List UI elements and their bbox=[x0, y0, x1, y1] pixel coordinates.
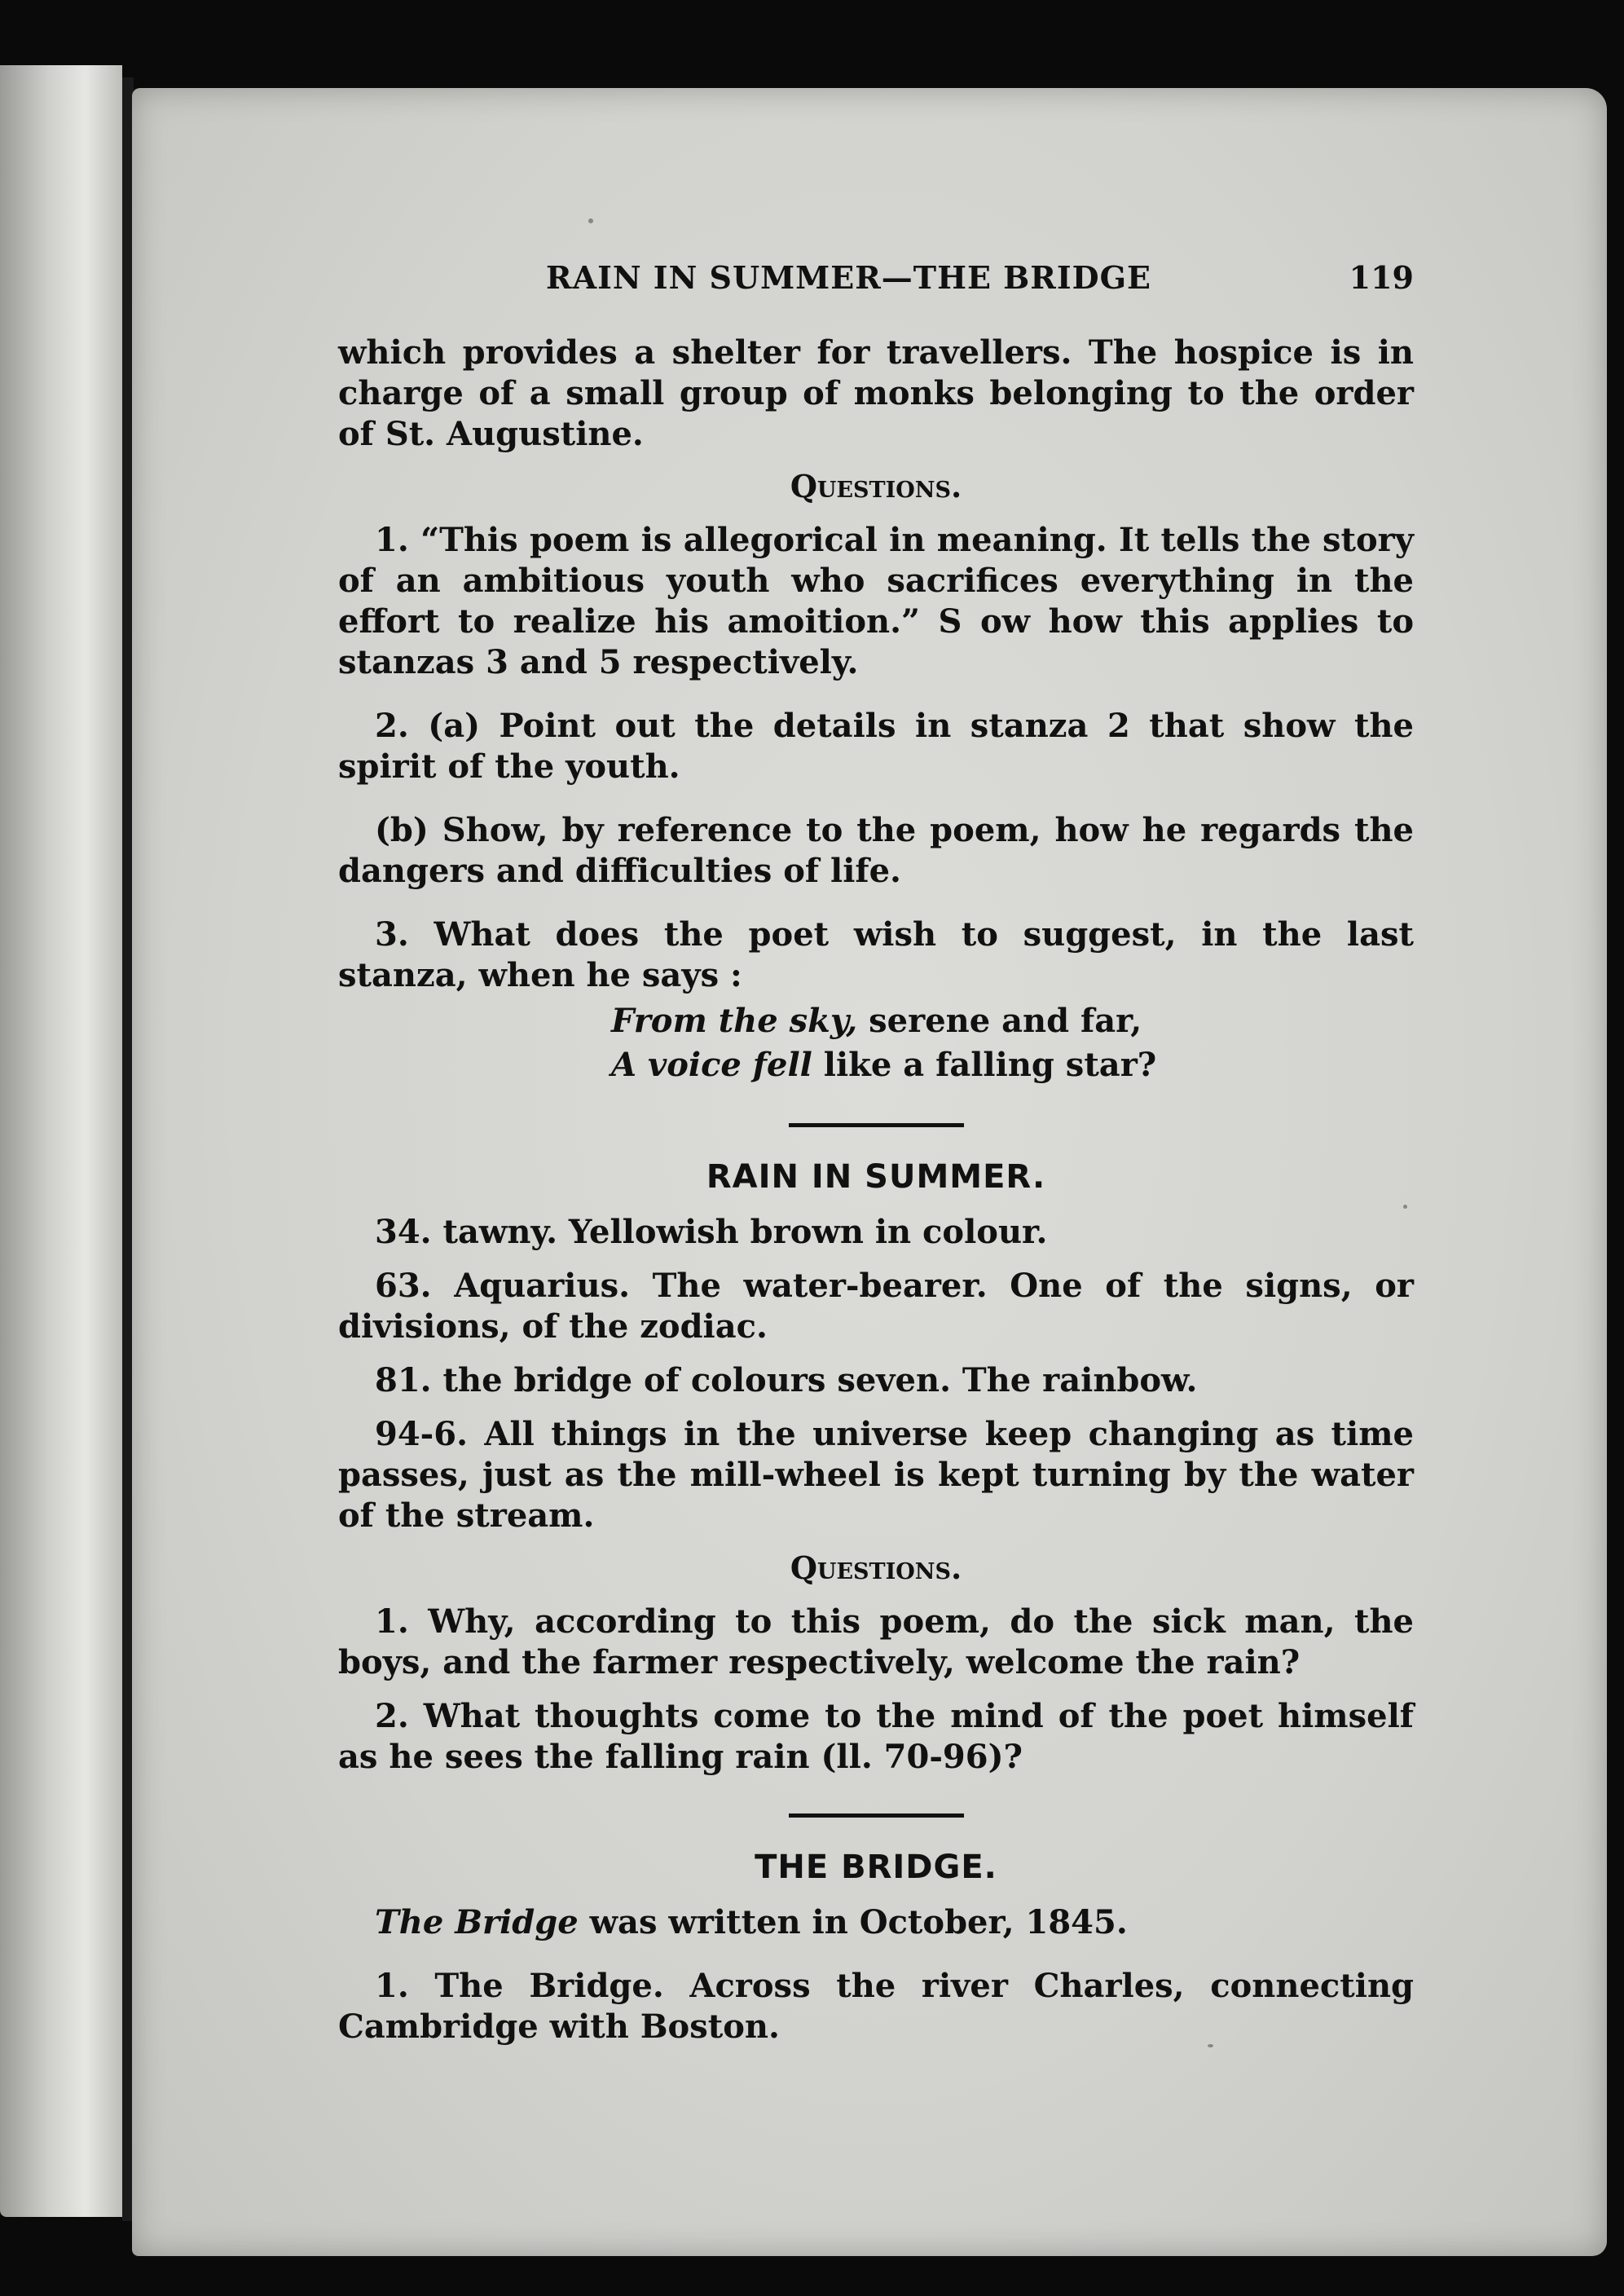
verse-quote bbox=[338, 999, 1414, 1087]
section-divider bbox=[789, 1123, 964, 1127]
verse-line-1-italic: From the sky, bbox=[611, 1002, 858, 1040]
section-title-the-bridge: THE BRIDGE. bbox=[755, 1849, 997, 1886]
verse-line-1-rest: serene and far, bbox=[857, 1002, 1142, 1040]
question-2a: 2. (a) Point out the details in stanza 2 that show the spirit of the youth. bbox=[338, 707, 1414, 786]
paper-speck bbox=[588, 218, 593, 223]
section-title-rain-in-summer: RAIN IN SUMMER. bbox=[706, 1158, 1046, 1196]
rain-question-1: 1. Why, according to this poem, do the sick man, the boys, and the farmer respectively, welcome the rain? bbox=[338, 1602, 1414, 1681]
page-number: 119 bbox=[1349, 259, 1414, 296]
running-head bbox=[338, 259, 1414, 308]
bridge-intro-italic: The Bridge bbox=[375, 1903, 579, 1941]
verse-line-2 bbox=[611, 1043, 1414, 1087]
note-63: 63. Aquarius. The water-bearer. One of the signs, or divisions, of the zodiac. bbox=[338, 1267, 1414, 1346]
section-divider bbox=[789, 1813, 964, 1818]
note-94-6: 94-6. All things in the universe keep changing as time passes, just as the mill-wheel is kept turning by the water of the stream. bbox=[338, 1415, 1414, 1535]
note-34: 34. tawny. Yellowish brown in colour. bbox=[375, 1213, 1048, 1251]
questions-heading: Questions. bbox=[790, 1549, 962, 1586]
page-text bbox=[338, 333, 1414, 2047]
question-1: 1. “This poem is allegorical in meaning. It tells the story of an ambitious youth who sacrifices everything in the effort to realize his amoition.” S ow how this applies to stanzas 3 and 5 respectively. bbox=[338, 521, 1414, 681]
question-3: 3. What does the poet wish to suggest, in the last stanza, when he says : bbox=[338, 915, 1414, 994]
book-spine bbox=[0, 65, 122, 2217]
running-head-title: RAIN IN SUMMER—THE BRIDGE bbox=[546, 259, 1152, 296]
bridge-intro-rest: was written in October, 1845. bbox=[578, 1903, 1128, 1941]
bridge-intro bbox=[338, 1902, 1414, 1943]
note-81: 81. the bridge of colours seven. The rainbow. bbox=[375, 1361, 1198, 1399]
bridge-note-1: 1. The Bridge. Across the river Charles, connecting Cambridge with Boston. bbox=[338, 1967, 1414, 2046]
question-2b: (b) Show, by reference to the poem, how he regards the dangers and difficulties of life. bbox=[338, 811, 1414, 890]
intro-paragraph: which provides a shelter for travellers. The hospice is in charge of a small group of monks belonging to the order of St. Augustine. bbox=[338, 333, 1414, 453]
verse-line-2-rest: like a falling star? bbox=[812, 1046, 1157, 1084]
questions-heading: Questions. bbox=[790, 468, 962, 505]
verse-line-1 bbox=[611, 999, 1414, 1043]
rain-question-2: 2. What thoughts come to the mind of the poet himself as he sees the falling rain (ll. 70-96)? bbox=[338, 1697, 1414, 1776]
verse-line-2-italic: A voice fell bbox=[611, 1046, 812, 1084]
